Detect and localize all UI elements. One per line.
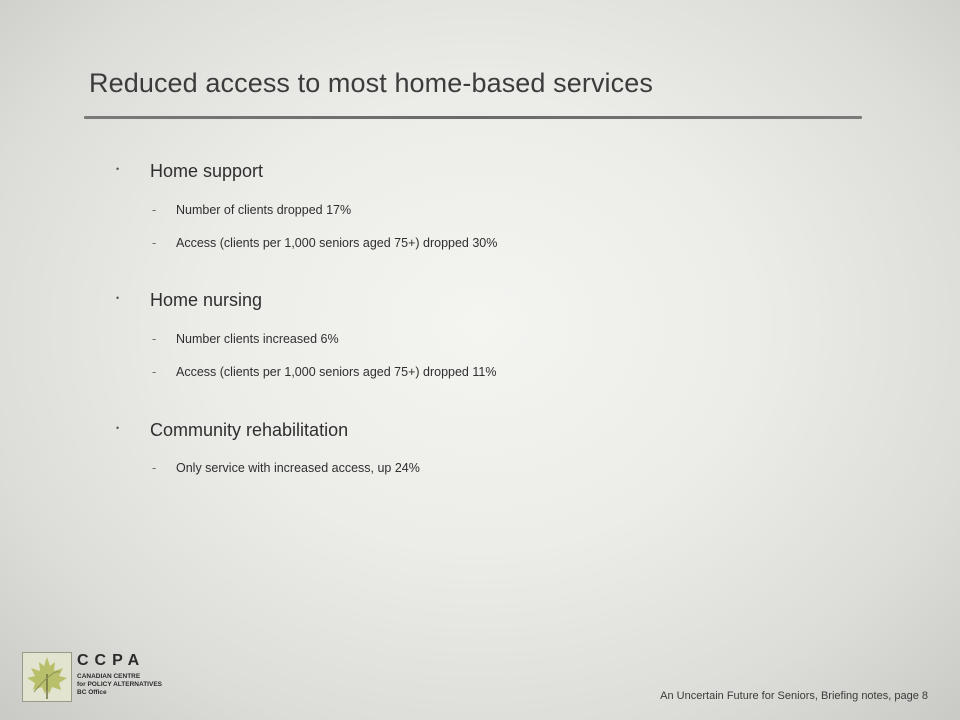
logo-line-2: for POLICY ALTERNATIVES	[77, 681, 162, 688]
slide-title: Reduced access to most home-based services	[89, 68, 653, 98]
dash-icon: -	[152, 236, 157, 250]
sub-item-text: Access (clients per 1,000 seniors aged 75+) dropped 11%	[176, 365, 497, 379]
logo-line-1: CANADIAN CENTRE	[77, 673, 141, 680]
bullet-icon: •	[116, 293, 120, 303]
sub-item-text: Number of clients dropped 17%	[176, 203, 352, 217]
logo-acronym: CCPA	[77, 652, 146, 669]
sub-item-text: Number clients increased 6%	[176, 332, 339, 346]
dash-icon: -	[152, 365, 157, 379]
bullet-icon: •	[116, 164, 120, 174]
bullet-label: Home nursing	[150, 290, 263, 310]
footer-text: An Uncertain Future for Seniors, Briefing notes, page 8	[660, 690, 928, 702]
sub-item-text: Only service with increased access, up 24%	[176, 461, 420, 475]
bullet-label: Home support	[150, 161, 264, 181]
ccpa-logo	[22, 652, 162, 704]
dash-icon: -	[152, 461, 157, 475]
maple-leaf-icon	[22, 652, 72, 702]
bullet-icon: •	[116, 423, 120, 433]
dash-icon: -	[152, 332, 157, 346]
title-divider	[84, 116, 862, 119]
bullet-label: Community rehabilitation	[150, 420, 349, 440]
dash-icon: -	[152, 203, 157, 217]
logo-line-3: BC Office	[77, 689, 107, 696]
sub-item-text: Access (clients per 1,000 seniors aged 75+) dropped 30%	[176, 236, 498, 250]
